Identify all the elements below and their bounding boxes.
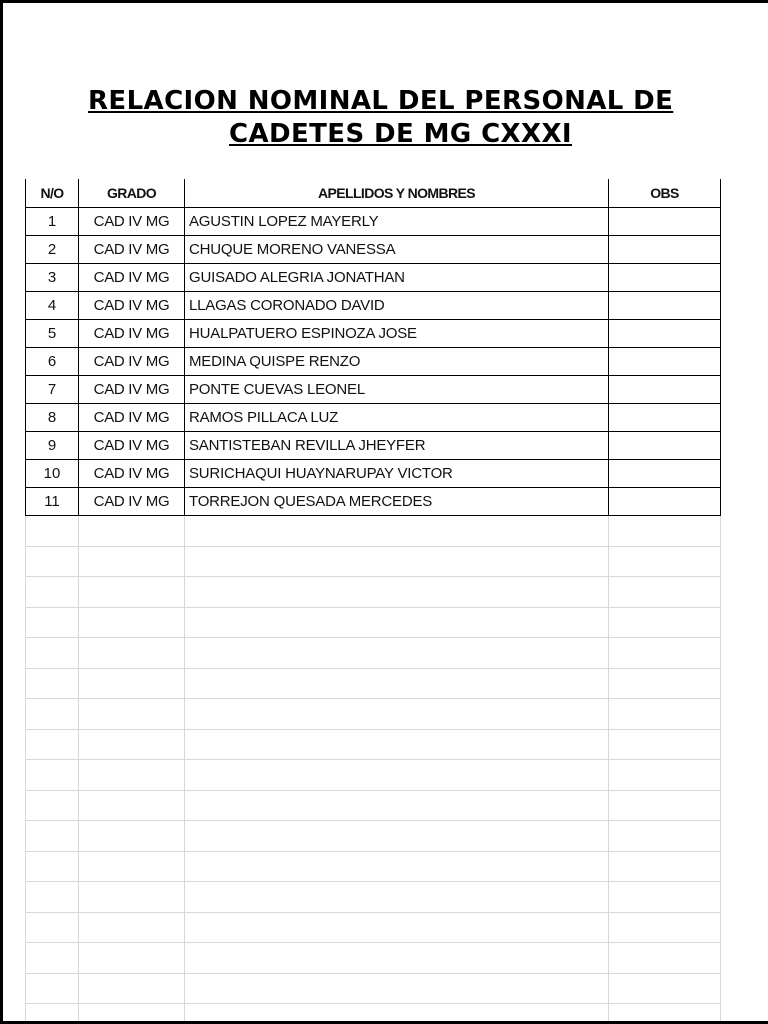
empty-cell — [609, 1004, 721, 1024]
empty-grid-row — [26, 851, 721, 882]
header-number: N/O — [26, 179, 79, 208]
empty-cell — [185, 729, 609, 760]
empty-cell — [185, 973, 609, 1004]
row-grado: CAD IV MG — [79, 264, 185, 292]
row-grado: CAD IV MG — [79, 376, 185, 404]
empty-cell — [26, 1004, 79, 1024]
row-number: 11 — [26, 488, 79, 516]
empty-grid-row — [26, 760, 721, 791]
empty-grid-row — [26, 943, 721, 974]
row-obs — [609, 376, 721, 404]
row-obs — [609, 292, 721, 320]
empty-cell — [185, 1004, 609, 1024]
empty-grid-row — [26, 516, 721, 547]
empty-cell — [609, 882, 721, 913]
row-name: MEDINA QUISPE RENZO — [185, 348, 609, 376]
empty-cell — [26, 882, 79, 913]
row-grado: CAD IV MG — [79, 236, 185, 264]
empty-cell — [185, 790, 609, 821]
row-name: AGUSTIN LOPEZ MAYERLY — [185, 208, 609, 236]
row-name: CHUQUE MORENO VANESSA — [185, 236, 609, 264]
empty-grid-row — [26, 1004, 721, 1024]
empty-cell — [609, 790, 721, 821]
empty-cell — [185, 943, 609, 974]
table-row — [26, 292, 721, 320]
table-row — [26, 488, 721, 516]
empty-cell — [79, 912, 185, 943]
row-number: 4 — [26, 292, 79, 320]
empty-cell — [185, 699, 609, 730]
empty-cell — [609, 516, 721, 547]
title-line-2: CADETES DE MG CXXXI — [229, 119, 572, 149]
row-grado: CAD IV MG — [79, 208, 185, 236]
empty-cell — [26, 973, 79, 1004]
row-name: LLAGAS CORONADO DAVID — [185, 292, 609, 320]
table-row — [26, 264, 721, 292]
table-row — [26, 460, 721, 488]
row-name: HUALPATUERO ESPINOZA JOSE — [185, 320, 609, 348]
row-grado: CAD IV MG — [79, 488, 185, 516]
row-number: 7 — [26, 376, 79, 404]
empty-cell — [185, 912, 609, 943]
row-grado: CAD IV MG — [79, 432, 185, 460]
empty-grid-row — [26, 882, 721, 913]
row-grado: CAD IV MG — [79, 460, 185, 488]
empty-cell — [609, 973, 721, 1004]
empty-cell — [26, 607, 79, 638]
table-row — [26, 320, 721, 348]
empty-cell — [185, 516, 609, 547]
table-row — [26, 432, 721, 460]
empty-grid-row — [26, 790, 721, 821]
row-obs — [609, 488, 721, 516]
row-obs — [609, 208, 721, 236]
empty-cell — [609, 912, 721, 943]
empty-grid-row — [26, 668, 721, 699]
header-grado: GRADO — [79, 179, 185, 208]
empty-cell — [609, 546, 721, 577]
empty-cell — [609, 699, 721, 730]
row-grado: CAD IV MG — [79, 320, 185, 348]
row-name: TORREJON QUESADA MERCEDES — [185, 488, 609, 516]
row-name: RAMOS PILLACA LUZ — [185, 404, 609, 432]
row-obs — [609, 236, 721, 264]
empty-grid-row — [26, 577, 721, 608]
empty-cell — [185, 607, 609, 638]
empty-grid-row — [26, 546, 721, 577]
empty-cell — [26, 577, 79, 608]
row-obs — [609, 432, 721, 460]
empty-cell — [185, 638, 609, 669]
empty-cell — [26, 546, 79, 577]
table-row — [26, 236, 721, 264]
empty-cell — [79, 577, 185, 608]
empty-cell — [609, 943, 721, 974]
empty-cell — [79, 638, 185, 669]
empty-grid-row — [26, 638, 721, 669]
empty-grid-row — [26, 699, 721, 730]
empty-cell — [79, 699, 185, 730]
empty-cell — [26, 638, 79, 669]
row-name: GUISADO ALEGRIA JONATHAN — [185, 264, 609, 292]
empty-cell — [79, 973, 185, 1004]
document-title — [88, 85, 768, 151]
table-row — [26, 404, 721, 432]
title-line-1: RELACION NOMINAL DEL PERSONAL DE — [88, 86, 674, 116]
row-number: 8 — [26, 404, 79, 432]
empty-cell — [609, 607, 721, 638]
empty-cell — [609, 638, 721, 669]
empty-cell — [609, 577, 721, 608]
empty-cell — [26, 729, 79, 760]
row-obs — [609, 264, 721, 292]
empty-cell — [185, 821, 609, 852]
table-row — [26, 208, 721, 236]
row-grado: CAD IV MG — [79, 348, 185, 376]
empty-grid-row — [26, 821, 721, 852]
empty-cell — [26, 760, 79, 791]
empty-cell — [26, 790, 79, 821]
row-name: SANTISTEBAN REVILLA JHEYFER — [185, 432, 609, 460]
row-number: 5 — [26, 320, 79, 348]
empty-cell — [26, 516, 79, 547]
empty-cell — [185, 851, 609, 882]
row-number: 6 — [26, 348, 79, 376]
empty-grid-row — [26, 973, 721, 1004]
row-name: SURICHAQUI HUAYNARUPAY VICTOR — [185, 460, 609, 488]
empty-cell — [185, 760, 609, 791]
empty-cell — [185, 668, 609, 699]
empty-cell — [609, 851, 721, 882]
empty-cell — [185, 546, 609, 577]
header-names: APELLIDOS Y NOMBRES — [185, 179, 609, 208]
empty-cell — [79, 668, 185, 699]
empty-cell — [79, 790, 185, 821]
empty-cell — [79, 516, 185, 547]
empty-cell — [79, 546, 185, 577]
empty-cell — [79, 607, 185, 638]
row-obs — [609, 404, 721, 432]
empty-grid-row — [26, 729, 721, 760]
row-obs — [609, 348, 721, 376]
empty-cell — [609, 821, 721, 852]
empty-cell — [26, 821, 79, 852]
empty-cell — [79, 1004, 185, 1024]
empty-cell — [79, 821, 185, 852]
empty-cell — [79, 851, 185, 882]
empty-cell — [609, 668, 721, 699]
row-number: 1 — [26, 208, 79, 236]
roster-table — [25, 179, 721, 1024]
empty-cell — [26, 668, 79, 699]
row-number: 9 — [26, 432, 79, 460]
empty-cell — [26, 851, 79, 882]
header-obs: OBS — [609, 179, 721, 208]
empty-cell — [185, 882, 609, 913]
row-obs — [609, 320, 721, 348]
empty-cell — [79, 729, 185, 760]
empty-grid-row — [26, 607, 721, 638]
empty-cell — [79, 882, 185, 913]
empty-cell — [79, 760, 185, 791]
empty-cell — [79, 943, 185, 974]
row-number: 2 — [26, 236, 79, 264]
row-number: 3 — [26, 264, 79, 292]
empty-cell — [609, 760, 721, 791]
row-obs — [609, 460, 721, 488]
table-row — [26, 348, 721, 376]
row-name: PONTE CUEVAS LEONEL — [185, 376, 609, 404]
empty-grid-row — [26, 912, 721, 943]
row-grado: CAD IV MG — [79, 404, 185, 432]
table-row — [26, 376, 721, 404]
row-grado: CAD IV MG — [79, 292, 185, 320]
empty-cell — [26, 912, 79, 943]
row-number: 10 — [26, 460, 79, 488]
empty-cell — [26, 943, 79, 974]
table-header-row — [26, 179, 721, 208]
empty-cell — [26, 699, 79, 730]
empty-cell — [185, 577, 609, 608]
empty-cell — [609, 729, 721, 760]
